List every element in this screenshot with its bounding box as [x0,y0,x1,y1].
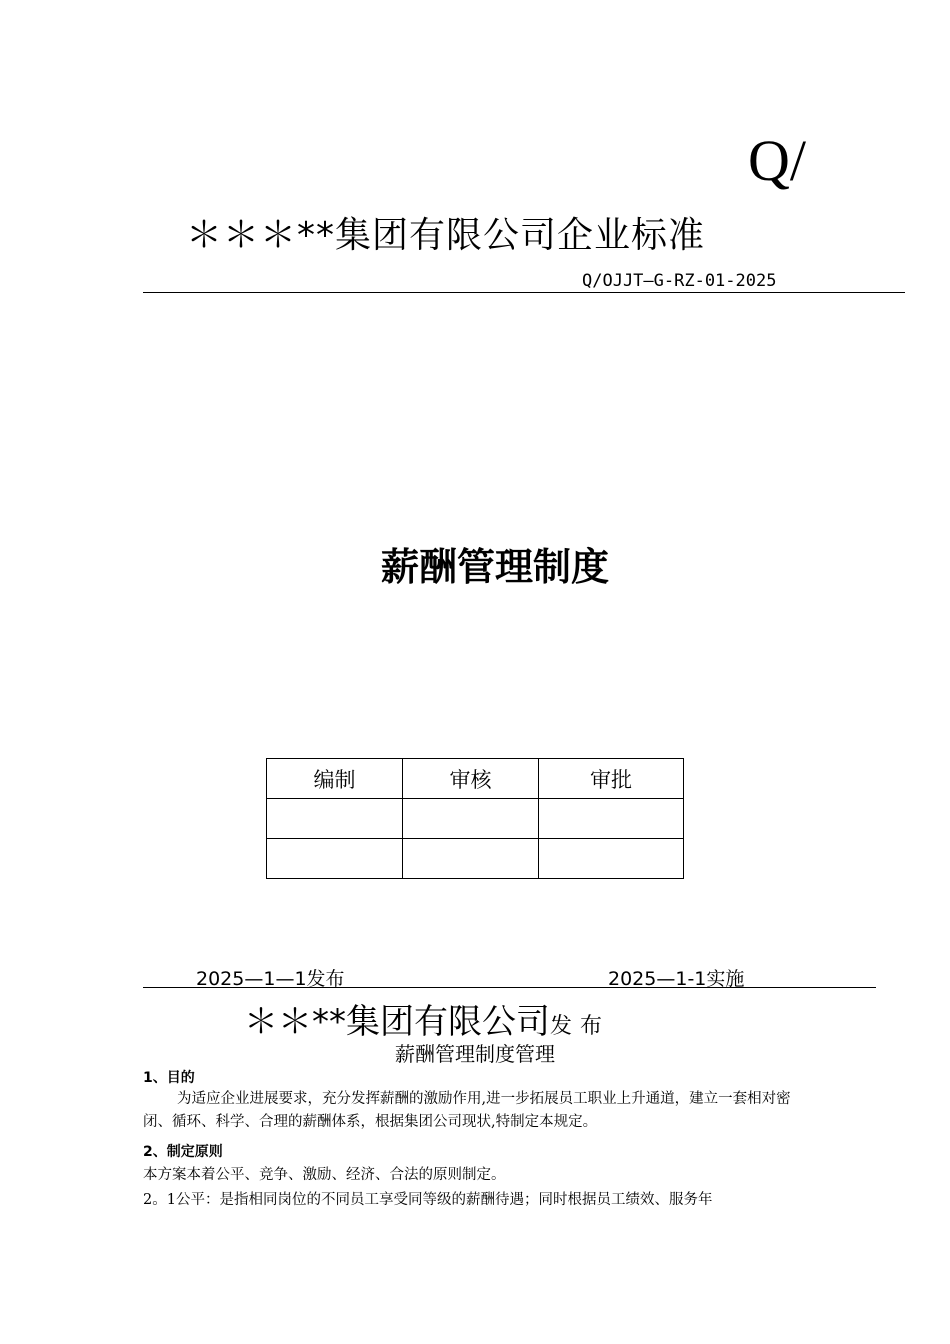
sign-cell [267,799,403,839]
sign-cell [267,839,403,879]
publisher-name: ＊＊**集团有限公司 [244,1002,550,1042]
body-subtitle: 薪酬管理制度管理 [395,1042,555,1066]
sign-table [266,758,684,879]
sign-cell [403,799,539,839]
sign-cell [539,839,684,879]
effective-date: 2025—1-1实施 [608,968,745,990]
publish-rule [143,987,876,988]
sign-header-review: 审核 [403,759,539,799]
company-standard-title: ＊＊＊**集团有限公司企业标准 [186,215,706,256]
publisher-line [244,994,610,1043]
table-row [267,799,684,839]
sign-table-header-row [267,759,684,799]
header-rule [143,292,905,293]
publisher-suffix: 发布 [550,1014,611,1039]
sign-header-approve: 审批 [539,759,684,799]
section1-text: 为适应企业进展要求，充分发挥薪酬的激励作用,进一步拓展员工职业上升通道，建立一套相对密闭、循环、科学、合理的薪酬体系，根据集团公司现状,特制定本规定。 [143,1091,791,1130]
section1-heading: 1、目的 [143,1070,195,1086]
document-title: 薪酬管理制度 [380,545,609,589]
sign-cell [403,839,539,879]
section2-heading: 2、制定原则 [143,1144,223,1160]
standard-code: Q/OJJT—G-RZ-01-2025 [582,271,777,291]
table-row [267,839,684,879]
q-mark: Q/ [748,128,806,193]
sign-header-compile: 编制 [267,759,403,799]
section2-1-text: 2。1公平：是指相同岗位的不同员工享受同等级的薪酬待遇；同时根据员工绩效、服务年 [143,1192,713,1208]
section2-text: 本方案本着公平、竞争、激励、经济、合法的原则制定。 [143,1167,506,1183]
sign-cell [539,799,684,839]
release-date: 2025—1—1发布 [196,968,345,990]
